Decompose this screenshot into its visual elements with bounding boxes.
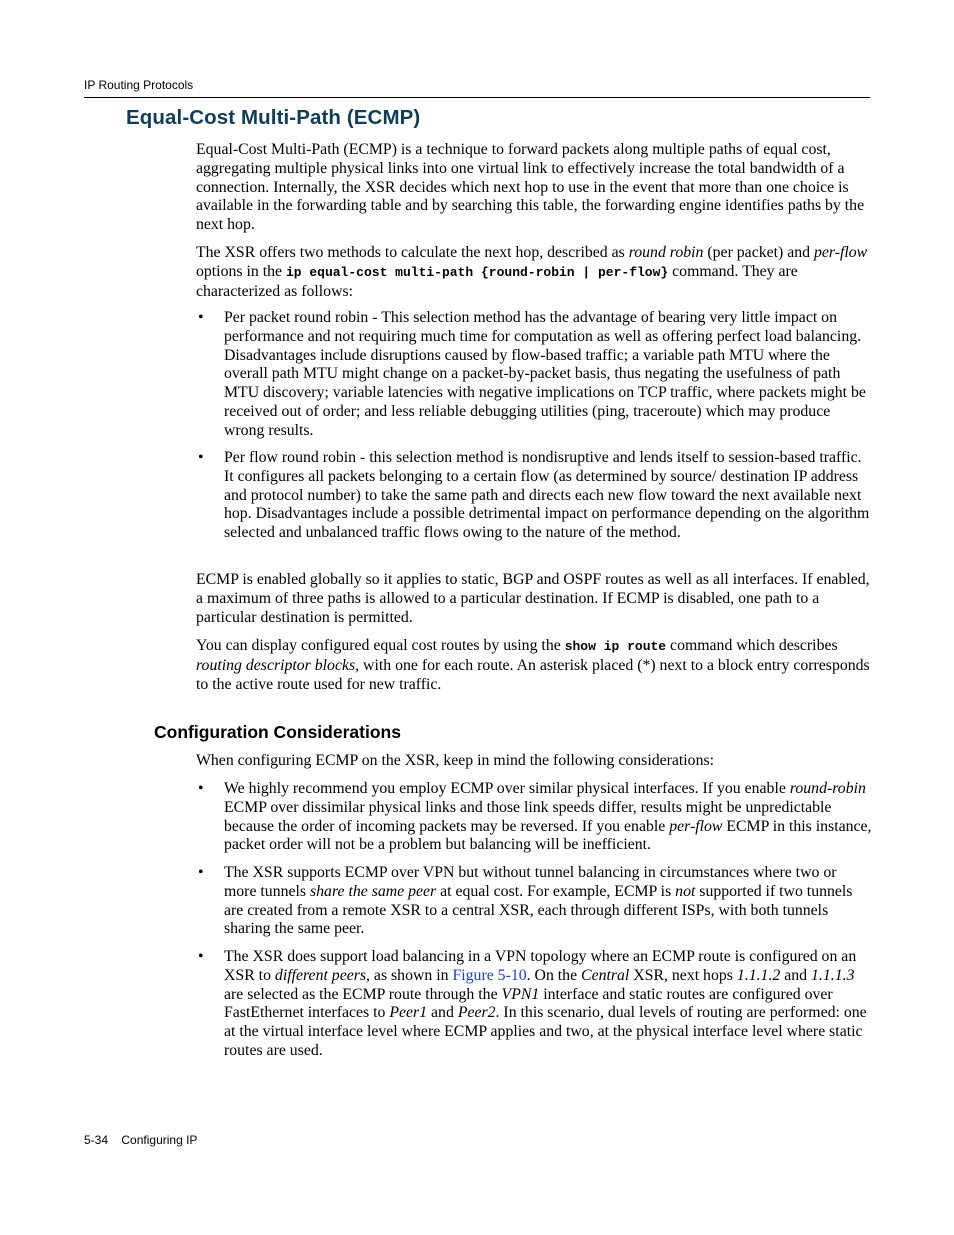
bullet-similar-interfaces: We highly recommend you employ ECMP over similar physical interfaces. If you enable round-robin ECMP over dissimilar physical links and those link speeds differ, results might be unpredictable because the order of incoming packets may be reversed. If you enable per-flow ECMP in this instance, packet order will not be a problem but balancing will be inefficient. (224, 780, 872, 854)
paragraph-ecmp-intro: Equal-Cost Multi-Path (ECMP) is a technique to forward packets along multiple paths of equal cost, aggregating multiple physical links into one virtual link to effectively increase the total bandwidth of a connection. Internally, the XSR decides which next hop to use in the event that more than one choice is available in the forwarding table and by searching this table, the forwarding engine identifies paths by the next hop. (196, 141, 865, 234)
bullet-vpn-tunnels: The XSR supports ECMP over VPN but without tunnel balancing in circumstances where two or more tunnels share the same peer at equal cost. For example, ECMP is not supported if two tunnels are created from a remote XSR to a central XSR, each through different ISPs, with both tunnels sharing the same peer. (224, 864, 853, 938)
paragraph-considerations-intro: When configuring ECMP on the XSR, keep in mind the following considerations: (196, 752, 715, 769)
bullet-icon: • (198, 309, 204, 326)
section-title: Equal-Cost Multi-Path (ECMP) (126, 106, 421, 129)
paragraph-ecmp-global: ECMP is enabled globally so it applies to static, BGP and OSPF routes as well as all interfaces. If enabled, a maximum of three paths is allowed to a particular destination. If ECMP is disabled, one path to a particular destination is permitted. (196, 571, 870, 626)
chapter-title: Configuring IP (121, 1133, 198, 1147)
paragraph-show-routes: You can display configured equal cost routes by using the show ip route command which describes routing descriptor blocks, with one for each route. An asterisk placed (*) next to a block entry corresponds to the active route used for new traffic. (196, 637, 870, 693)
bullet-icon: • (198, 780, 204, 797)
bullet-per-flow: Per flow round robin - this selection method is nondisruptive and lends itself to session-based traffic. It configures all packets belonging to a certain flow (as determined by source/ destination IP address and protocol number) to take the same path and directs each new flow toward the next available next hop. Disadvantages include a possible detrimental impact on performance depending on the algorithm selected and unbalanced traffic flows owing to the nature of the method. (224, 449, 870, 542)
bullet-icon: • (198, 449, 204, 466)
figure-5-10-link[interactable]: Figure 5-10 (452, 966, 527, 984)
bullet-icon: • (198, 948, 204, 965)
command-show-ip-route: show ip route (564, 639, 667, 654)
page-number: 5-34 (84, 1133, 109, 1147)
command-ecmp: ip equal-cost multi-path {round-robin | per-flow} (285, 264, 669, 280)
header-rule (84, 97, 870, 98)
paragraph-next-hop-methods: The XSR offers two methods to calculate the next hop, described as round robin (per packet) and per-flow options in the ip equal-cost multi-path {round-robin | per-flow} command. They are characterized as follows: (196, 244, 868, 300)
bullet-load-balancing: The XSR does support load balancing in a VPN topology where an ECMP route is configured on an XSR to different peers, as shown in Figure 5-10. On the Central XSR, next hops 1.1.1.2 and 1.1.1.3 are selected as the ECMP route through the VPN1 interface and static routes are configured over FastEthernet interfaces to Peer1 and Peer2. In this scenario, dual levels of routing are performed: one at the virtual interface level where ECMP applies and two, at the physical interface level where static routes are used. (224, 948, 867, 1059)
subsection-title: Configuration Considerations (154, 722, 401, 742)
page-footer (84, 1133, 197, 1147)
bullet-per-packet: Per packet round robin - This selection method has the advantage of bearing very little impact on performance and not requiring much time for computation as well as offering perfect load balancing. Disadvantages include disruptions caused by flow-based traffic; a variable path MTU where the overall path MTU might change on a packet-by-packet basis, thus negating the usefulness of path MTU discovery; variable latencies with negative implications on TCP traffic, where packets might be received out of order; and less reliable debugging utilities (ping, traceroute) which may produce wrong results. (224, 309, 866, 439)
running-header: IP Routing Protocols (84, 78, 194, 92)
bullet-icon: • (198, 864, 204, 881)
